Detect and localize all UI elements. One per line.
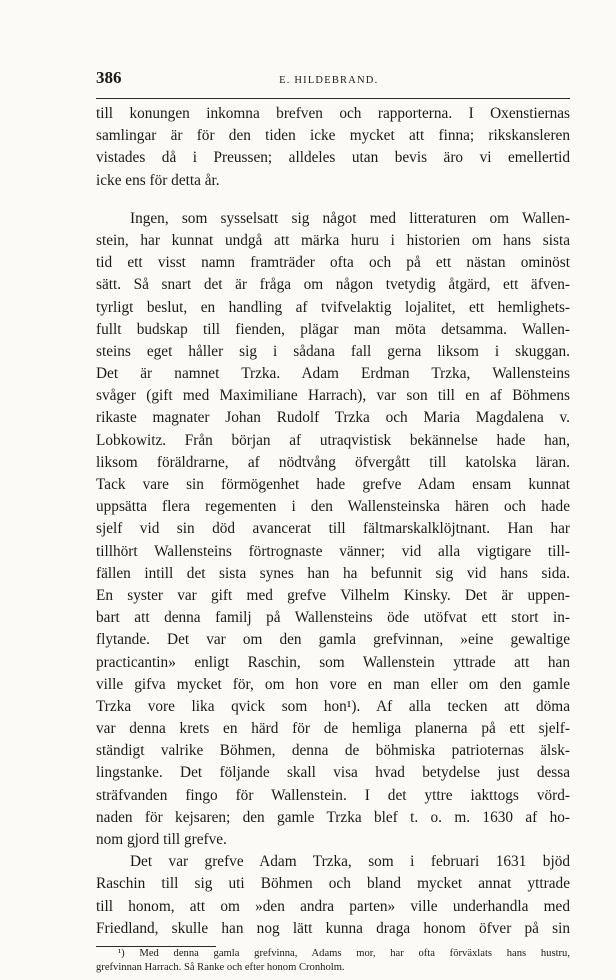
paragraph-2: [96, 208, 570, 851]
body-text: [96, 103, 570, 940]
text-line: ville gifva mycket för, om hon vore en man eller om den gamle: [96, 675, 570, 693]
text-line: tillhört Wallensteins förtrognaste vänner; vid alla vigtigare till-: [96, 542, 570, 560]
text-line: steins eget håller sig i sådana fall gerna liksom i skuggan.: [96, 342, 570, 360]
text-line: nom gjord till grefve.: [96, 831, 227, 848]
text-line: practicantin» enligt Raschin, som Wallenstein yttrade att han: [96, 653, 570, 671]
text-line: lingstanke. Det följande skall visa hvad betydelse just dessa: [96, 764, 570, 782]
text-line: Trzka vore lika qvick som hon¹). Af alla tecken att döma: [96, 697, 570, 715]
text-line: naden för kejsaren; den gamle Trzka blef t. o. m. 1630 af ho-: [96, 808, 570, 826]
text-line: Friedland, skulle han nog lätt kunna draga honom öfver på sin: [96, 919, 570, 937]
text-line: sträfvanden fingo för Wallenstein. I det yttre iakttogs vörd-: [96, 786, 570, 804]
footnote: [96, 947, 570, 976]
text-line: ständigt valrike Böhmen, denna de böhmiska patrioternas älsk-: [96, 742, 570, 760]
text-line: till konungen inkomna brefven och rapporterna. I Oxenstiernas: [96, 105, 570, 122]
text-line: rikaste magnater Johan Rudolf Trzka och Maria Magdalena v.: [96, 409, 570, 427]
text-line: sjelf vid sin död avancerat till fältmarskalklöjtnant. Han har: [96, 520, 570, 538]
text-line: svåger (gift med Maximiliane Harrach), var son till en af Böhmens: [96, 387, 570, 405]
text-line: bart att denna familj på Wallensteins öde utöfvat ett stort in-: [96, 609, 570, 627]
text-line: fullt budskap till fienden, plägar man möta detsamma. Wallen-: [96, 320, 570, 338]
text-line: samlingar är för den tiden icke mycket att finna; rikskansleren: [96, 127, 570, 145]
paragraph-3: [96, 851, 570, 940]
paragraph-1: [96, 103, 570, 192]
text-line: sätt. Så snart det är fråga om någon tvetydig åtgärd, ett äfven-: [96, 276, 570, 294]
text-line: En syster var gift med grefve Vilhelm Kinsky. Det är uppen-: [96, 586, 570, 604]
text-line: fällen intill det sista synes han ha befunnit sig vid hans sida.: [96, 564, 570, 582]
text-line: till honom, att om »den andra parten» ville underhandla med: [96, 897, 570, 915]
text-line: icke ens för detta år.: [96, 171, 220, 189]
text-line: var denna krets en härd för de hemliga planerna på ett sjelf-: [96, 720, 570, 738]
text-line: Lobkowitz. Från början af utraqvistisk bekännelse hade han,: [96, 431, 570, 449]
page-number: 386: [96, 68, 122, 87]
text-line: Det var grefve Adam Trzka, som i februari 1631 bjöd: [130, 853, 570, 871]
footnote-line: ¹) Med denna gamla grefvinna, Adams mor, har ofta förväxlats hans hustru,: [118, 947, 570, 959]
text-line: tyrligt beslut, en handling af tvifvelaktig lojalitet, ett hemlighets-: [96, 298, 570, 316]
paragraph-gap: [96, 192, 570, 208]
text-line: vistades då i Preussen; alldeles utan bevis äro vi emellertid: [96, 149, 570, 167]
text-line: tid ett visst namn framträder ofta och på ett nästan ominöst: [96, 254, 570, 272]
text-line: Det är namnet Trzka. Adam Erdman Trzka, Wallensteins: [96, 365, 570, 383]
text-line: Raschin till sig uti Böhmen och bland mycket annat yttrade: [96, 875, 570, 893]
book-page: [96, 68, 570, 976]
running-head: E. HILDEBRAND.: [279, 75, 379, 86]
text-line: flytande. Det var om den gamla grefvinnan, »eine gewaltige: [96, 631, 570, 649]
footnote-line: grefvinnan Harrach. Så Ranke och efter honom Cronholm.: [96, 962, 345, 974]
text-line: uppsätta flera regementen i den Wallensteinska hären och hade: [96, 498, 570, 516]
text-line: liksom föräldrarne, af nödtvång öfvergått till katolska läran.: [96, 453, 570, 471]
page-header: [96, 68, 570, 99]
text-line: Ingen, som sysselsatt sig något med litteraturen om Wallen-: [130, 209, 570, 227]
text-line: stein, har kunnat undgå att märka huru i historien om hans sista: [96, 231, 570, 249]
text-line: Tack vare sin förmögenhet hade grefve Adam ensam kunnat: [96, 476, 570, 493]
